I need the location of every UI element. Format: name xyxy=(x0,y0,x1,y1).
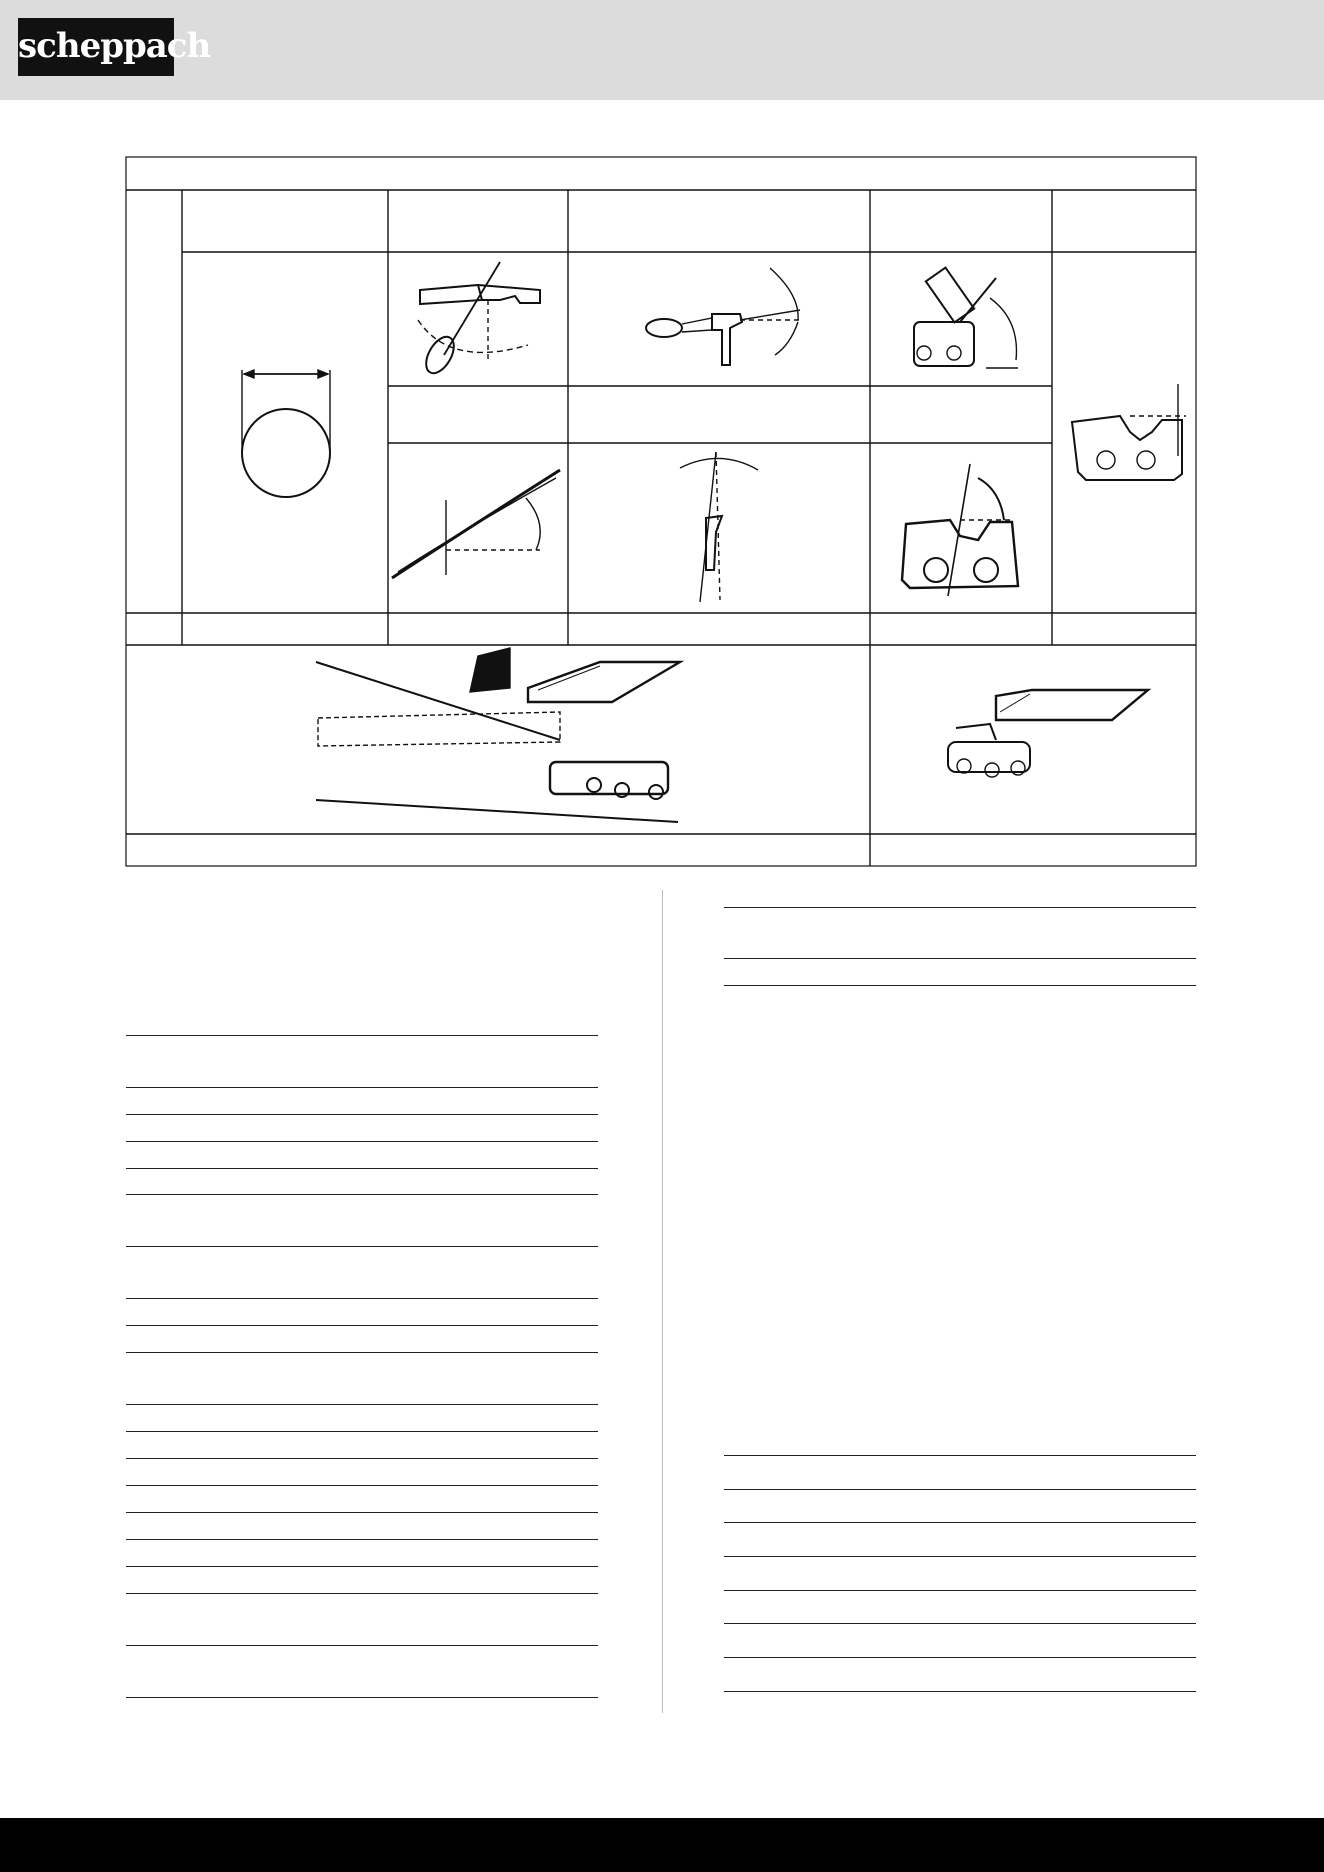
table-rule xyxy=(724,1623,1196,1624)
table-rule xyxy=(724,1556,1196,1557)
table-rule xyxy=(724,985,1196,986)
table-rule xyxy=(126,1352,598,1353)
table-rule xyxy=(126,1087,598,1088)
table-rule xyxy=(126,1566,598,1567)
brand-logo: scheppach xyxy=(18,18,174,76)
table-rule xyxy=(126,1114,598,1115)
table-rule xyxy=(724,1455,1196,1456)
column-divider xyxy=(662,890,663,1713)
table-rule xyxy=(724,907,1196,908)
chain-diameter-circle-icon xyxy=(242,370,330,497)
table-rule xyxy=(126,1539,598,1540)
table-rule xyxy=(724,1489,1196,1490)
depth-gauge-height-icon xyxy=(1072,384,1186,480)
chain-sharpening-guide-icon xyxy=(316,648,680,822)
table-rule xyxy=(724,1657,1196,1658)
file-angle-side-icon xyxy=(646,268,800,365)
file-angle-top-icon xyxy=(418,262,540,378)
table-rule xyxy=(126,1645,598,1646)
chain-depth-gauge-guide-icon xyxy=(948,690,1148,777)
table-rule xyxy=(126,1431,598,1432)
table-rule xyxy=(126,1194,598,1195)
depth-gauge-tool-icon xyxy=(914,268,1018,368)
table-rule xyxy=(724,1522,1196,1523)
chain-links-angle-icon xyxy=(392,470,560,578)
table-rule xyxy=(724,1691,1196,1692)
table-rule xyxy=(724,1590,1196,1591)
table-rule xyxy=(126,1458,598,1459)
table-rule xyxy=(126,1168,598,1169)
table-rule xyxy=(126,1035,598,1036)
table-rule xyxy=(126,1593,598,1594)
table-rule xyxy=(126,1512,598,1513)
table-rule xyxy=(126,1246,598,1247)
table-rule xyxy=(126,1325,598,1326)
tooth-tilt-angle-icon xyxy=(680,452,758,602)
table-rule xyxy=(126,1298,598,1299)
table-rule xyxy=(724,958,1196,959)
page-footer xyxy=(0,1818,1324,1872)
table-rule xyxy=(126,1141,598,1142)
table-rule xyxy=(126,1697,598,1698)
table-rule xyxy=(126,1485,598,1486)
cutter-tooth-angle-icon xyxy=(902,464,1018,596)
table-rule xyxy=(126,1404,598,1405)
